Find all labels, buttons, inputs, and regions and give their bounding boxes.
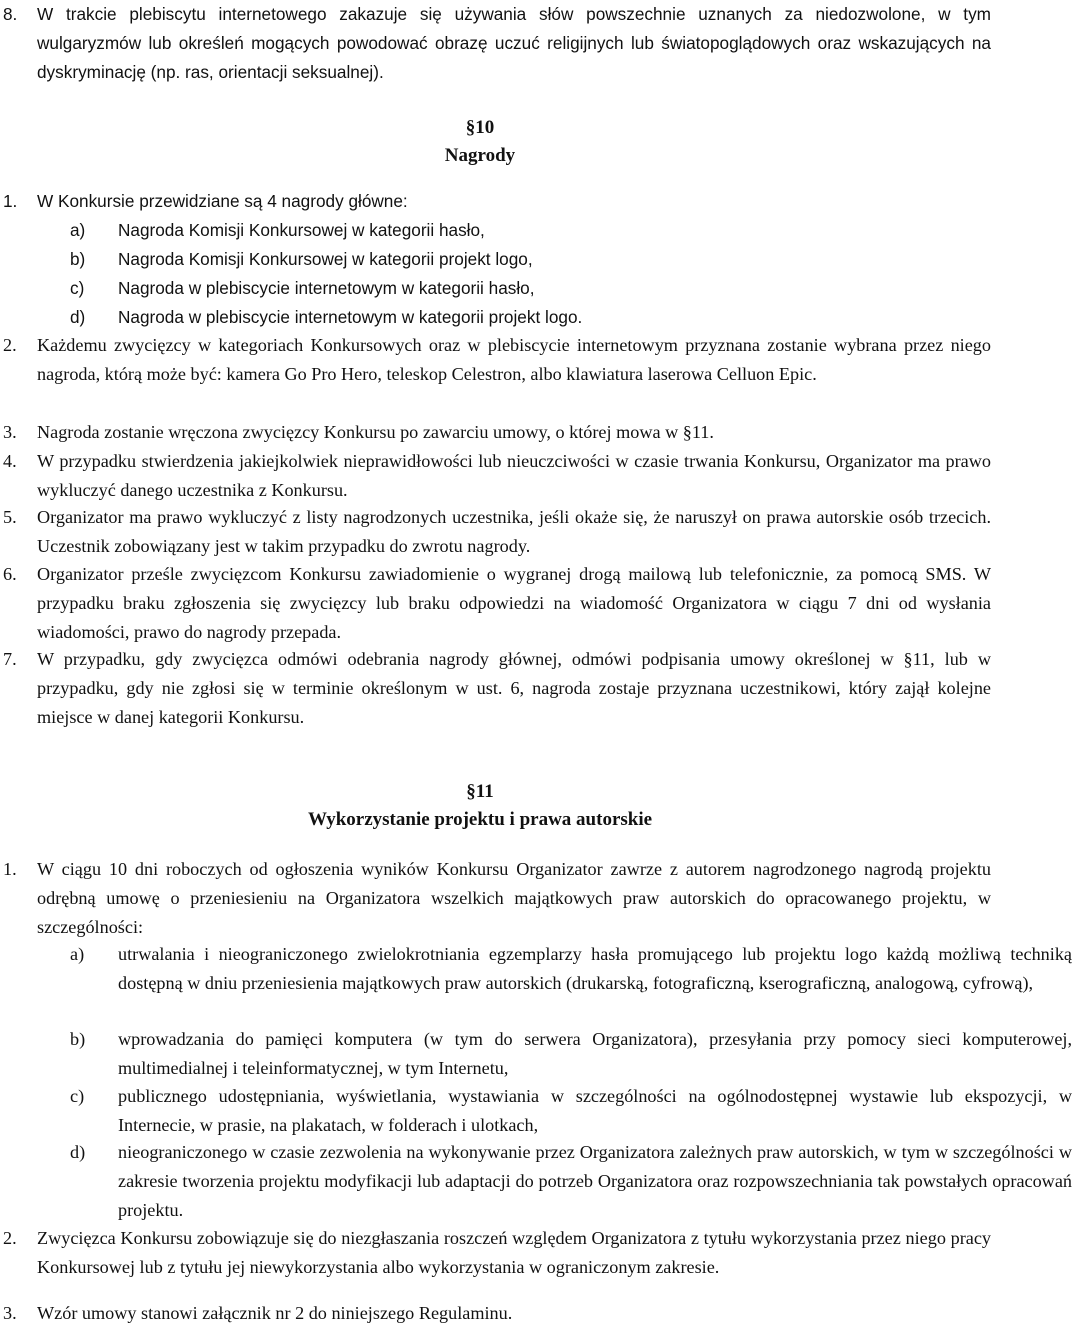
section-11-item-2	[0, 1224, 991, 1282]
paragraph-8	[0, 0, 991, 87]
item-number: 3.	[3, 1303, 17, 1323]
item-text: Nagroda zostanie wręczona zwycięzcy Konkursu po zawarciu umowy, o której mowa w §11.	[37, 422, 714, 442]
section-11-item-1	[0, 855, 991, 942]
item-number: 3.	[3, 422, 17, 442]
item-number: 1.	[3, 191, 18, 211]
section-10-number: §10	[465, 117, 495, 138]
subitem-letter: c)	[70, 1086, 85, 1106]
paragraph-text: W trakcie plebiscytu internetowego zakazuje się używania słów powszechnie uznanych za niedozwolone, w tym wulgaryzmów lub określeń mogących powodować obrazę uczuć religijnych lub światopoglądowych oraz wskazujących na dyskryminację (np. ras, orientacji seksualnej).	[37, 4, 991, 82]
subitem-text: Nagroda w plebiscycie internetowym w kategorii projekt logo.	[118, 307, 583, 327]
section-10-title: Nagrody	[444, 145, 516, 166]
item-number: 4.	[3, 451, 17, 471]
section-10-subitem-c	[0, 274, 1072, 303]
section-10-item-5	[0, 503, 991, 561]
section-10-item-2	[0, 331, 991, 389]
subitem-letter: a)	[70, 220, 86, 240]
subitem-letter: a)	[70, 944, 85, 964]
subitem-text: utrwalania i nieograniczonego zwielokrotniania egzemplarzy hasła promującego lub projektu logo każdą możliwą techniką dostępną w dniu przeniesienia majątkowych praw autorskich (drukarską, fotograficzną, kserograficzną, analogową, cyfrową),	[118, 944, 1072, 993]
section-11-title: Wykorzystanie projektu i prawa autorskie	[307, 809, 653, 830]
section-11-subitem-c	[0, 1082, 1072, 1140]
item-number: 5.	[3, 507, 17, 527]
section-10-item-7	[0, 645, 991, 732]
item-number: 2.	[3, 1228, 17, 1248]
subitem-letter: b)	[70, 1029, 86, 1049]
subitem-text: publicznego udostępniania, wyświetlania, wystawiania w szczególności na ogólnodostępnej wystawie lub ekspozycji, w Internecie, w prasie, na plakatach, w folderach i ulotkach,	[118, 1086, 1072, 1135]
section-11-subitem-a	[0, 940, 1072, 998]
subitem-letter: d)	[70, 1142, 86, 1162]
item-text: W przypadku stwierdzenia jakiejkolwiek nieprawidłowości lub nieuczciwości w czasie trwania Konkursu, Organizator ma prawo wykluczyć danego uczestnika z Konkursu.	[37, 451, 991, 500]
subitem-letter: d)	[70, 307, 86, 327]
subitem-text: nieograniczonego w czasie zezwolenia na wykonywanie przez Organizatora zależnych praw autorskich, w tym w szczególności w zakresie tworzenia projektu modyfikacji lub adaptacji do potrzeb Organizatora oraz rozpowszechniania tak powstałych opracowań projektu.	[118, 1142, 1072, 1220]
section-11-number: §11	[466, 781, 494, 802]
item-text: W Konkursie przewidziane są 4 nagrody główne:	[37, 191, 408, 211]
item-number: 6.	[3, 564, 17, 584]
item-text: Wzór umowy stanowi załącznik nr 2 do niniejszego Regulaminu.	[37, 1303, 513, 1323]
section-10-item-3	[0, 418, 991, 447]
section-10-item-4	[0, 447, 991, 505]
item-text: Organizator ma prawo wykluczyć z listy nagrodzonych uczestnika, jeśli okaże się, że naruszył on prawa autorskie osób trzecich. Uczestnik zobowiązany jest w takim przypadku do zwrotu nagrody.	[37, 507, 991, 556]
section-11-item-3	[0, 1299, 991, 1328]
section-11-subitem-b	[0, 1025, 1072, 1083]
item-text: W ciągu 10 dni roboczych od ogłoszenia wyników Konkursu Organizator zawrze z autorem nagrodzonego nagrodą projektu odrębną umowę o przeniesieniu na Organizatora wszelkich majątkowych praw autorskich do opracowanego projektu, w szczególności:	[37, 859, 991, 937]
item-number: 1.	[3, 859, 17, 879]
subitem-text: Nagroda Komisji Konkursowej w kategorii hasło,	[118, 220, 485, 240]
section-10-subitem-b	[0, 245, 1072, 274]
item-text: W przypadku, gdy zwycięzca odmówi odebrania nagrody głównej, odmówi podpisania umowy określonej w §11, lub w przypadku, gdy nie zgłosi się w terminie określonym w ust. 6, nagroda zostaje przyznana uczestnikowi, który zajął kolejne miejsce w danej kategorii Konkursu.	[37, 649, 991, 727]
section-10-item-1	[0, 187, 991, 216]
section-11-subitem-d	[0, 1138, 1072, 1225]
item-text: Zwycięzca Konkursu zobowiązuje się do niezgłaszania roszczeń względem Organizatora z tytułu wykorzystania przez niego pracy Konkursowej lub z tytułu jej niewykorzystania albo wykorzystania w ograniczonym zakresie.	[37, 1228, 991, 1277]
section-10-item-6	[0, 560, 991, 647]
subitem-letter: b)	[70, 249, 86, 269]
section-10-subitem-d	[0, 303, 1072, 332]
subitem-text: Nagroda Komisji Konkursowej w kategorii projekt logo,	[118, 249, 533, 269]
item-text: Organizator prześle zwycięzcom Konkursu zawiadomienie o wygranej drogą mailową lub telefonicznie, za pomocą SMS. W przypadku braku zgłoszenia się zwycięzcy lub braku odpowiedzi na wiadomość Organizatora w ciągu 7 dni od wysłania wiadomości, prawo do nagrody przepada.	[37, 564, 991, 642]
section-10-subitem-a	[0, 216, 1072, 245]
subitem-text: Nagroda w plebiscycie internetowym w kategorii hasło,	[118, 278, 535, 298]
subitem-letter: c)	[70, 278, 85, 298]
item-text: Każdemu zwycięzcy w kategoriach Konkursowych oraz w plebiscycie internetowym przyznana zostanie wybrana przez niego nagroda, którą może być: kamera Go Pro Hero, teleskop Celestron, albo klawiatura laserowa Celluon Epic.	[37, 335, 991, 384]
item-number: 2.	[3, 335, 17, 355]
paragraph-number: 8.	[3, 4, 18, 24]
item-number: 7.	[3, 649, 17, 669]
subitem-text: wprowadzania do pamięci komputera (w tym do serwera Organizatora), przesyłania przy pomocy sieci komputerowej, multimedialnej i teleinformatycznej, w tym Internetu,	[118, 1029, 1072, 1078]
